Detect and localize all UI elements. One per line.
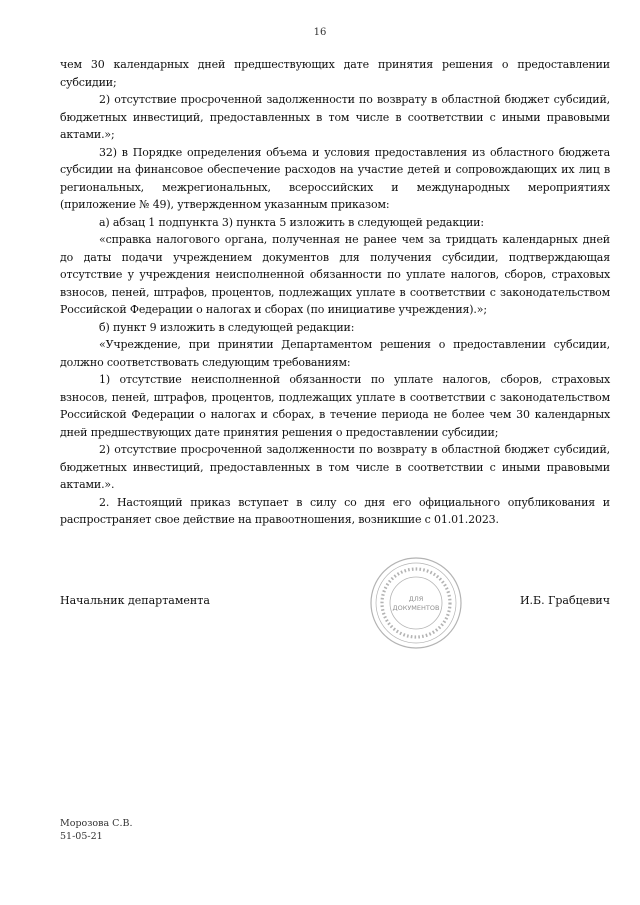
paragraph-4: а) абзац 1 подпункта 3) пункта 5 изложить в следующей редакции:: [99, 215, 484, 229]
signatory-name: И.Б. Грабцевич: [519, 594, 610, 607]
page-number: 16: [313, 27, 327, 38]
paragraph-9: 2) отсутствие просроченной задолженности по возврату в областной бюджет субсидий, бюджетных инвестиций, предоставленных в том числе в соответствии с иными правовыми актами.».: [60, 443, 610, 491]
paragraph-6: б) пункт 9 изложить в следующей редакции:: [99, 320, 355, 334]
executor-phone: 51-05-21: [60, 831, 103, 842]
document-body: [60, 56, 610, 529]
paragraph-3: 32) в Порядке определения объема и условия предоставления из областного бюджета субсидии на финансовое обеспечение расходов на участие детей и сопровождающих их лиц в региональных, межрегиональных, всероссийских и международных мероприятиях (приложение № 49), утвержденном указанным приказом:: [60, 145, 610, 211]
paragraph-2: 2) отсутствие просроченной задолженности по возврату в областной бюджет субсидий, бюджетных инвестиций, предоставленных в том числе в соответствии с иными правовыми актами.»;: [60, 93, 610, 141]
paragraph-7: «Учреждение, при принятии Департаментом решения о предоставлении субсидии, должно соответствовать следующим требованиям:: [60, 338, 610, 369]
paragraph-1: чем 30 календарных дней предшествующих дате принятия решения о предоставлении субсидии;: [60, 58, 610, 89]
executor-block: [60, 817, 132, 843]
stamp-text-line1: ДЛЯ: [408, 595, 424, 603]
paragraph-8: 1) отсутствие неисполненной обязанности по уплате налогов, сборов, страховых взносов, пеней, штрафов, процентов, подлежащих уплате в соответствии с законодательством Российской Федерации о налогах и сборах, в течение периода не более чем 30 календарных дней предшествующих дате принятия решения о предоставлении субсидии;: [60, 373, 610, 439]
signatory-role: Начальник департамента: [60, 594, 210, 607]
signature-block: [60, 594, 610, 614]
paragraph-10: 2. Настоящий приказ вступает в силу со дня его официального опубликования и распространяет свое действие на правоотношения, возникшие с 01.01.2023.: [60, 495, 610, 526]
executor-name: Морозова С.В.: [60, 818, 133, 829]
paragraph-5: «справка налогового органа, полученная не ранее чем за тридцать календарных дней до даты подачи учреждением документов для получения субсидии, подтверждающая отсутствие у учреждения неисполненной обязанности по уплате налогов, сборов, страховых взносов, пеней, штрафов, процентов, подлежащих уплате в соответствии с законодательством Российской Федерации о налогах и сборах (по инициативе учреждения).»;: [60, 233, 610, 316]
stamp-text-line2: ДОКУМЕНТОВ: [392, 604, 440, 612]
